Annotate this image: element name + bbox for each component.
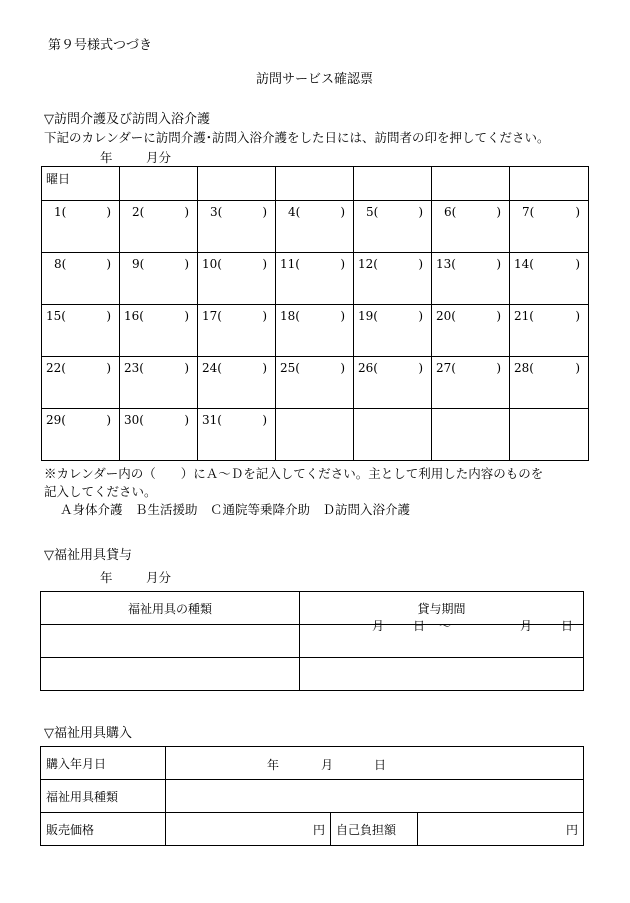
calendar-day-cell[interactable] — [354, 253, 432, 305]
purchase-type-label: 福祉用具種類 — [41, 780, 166, 813]
calendar-day-cell[interactable] — [120, 357, 198, 409]
open-paren: ( — [451, 205, 457, 219]
day-label — [198, 357, 275, 375]
day-label — [432, 201, 509, 219]
day-number: 18 — [280, 309, 296, 323]
open-paren: ( — [217, 205, 223, 219]
day-number: 4 — [288, 205, 296, 219]
day-number: 17 — [202, 309, 218, 323]
close-paren: ) — [262, 361, 267, 375]
open-paren: ( — [295, 361, 300, 375]
open-paren: ( — [295, 257, 300, 271]
day-number: 23 — [124, 361, 140, 375]
day-label — [510, 357, 588, 375]
close-paren: ) — [418, 205, 423, 219]
open-paren: ( — [217, 309, 222, 323]
rental-end-month: 月 — [520, 619, 533, 633]
calendar-empty-cell[interactable] — [276, 409, 354, 461]
day-label — [510, 253, 588, 271]
calendar-day-cell[interactable] — [198, 409, 276, 461]
day-number: 9 — [132, 257, 140, 271]
day-label — [120, 253, 197, 271]
open-paren: ( — [61, 257, 67, 271]
day-label — [42, 201, 119, 219]
open-paren: ( — [373, 361, 378, 375]
calendar-day-cell[interactable] — [510, 357, 589, 409]
day-label — [198, 253, 275, 271]
purchase-price-cell[interactable] — [166, 813, 331, 846]
purchase-type-cell[interactable] — [166, 780, 584, 813]
calendar-day-cell[interactable] — [276, 305, 354, 357]
calendar-day-cell[interactable] — [510, 253, 589, 305]
page-title: 訪問サービス確認票 — [256, 72, 374, 87]
calendar-day-cell[interactable] — [510, 201, 589, 253]
calendar-day-cell[interactable] — [354, 201, 432, 253]
purchase-year: 年 — [267, 758, 280, 772]
close-paren: ) — [184, 413, 189, 427]
close-paren: ) — [106, 413, 111, 427]
calendar-day-cell[interactable] — [198, 201, 276, 253]
calendar-day-cell[interactable] — [432, 253, 510, 305]
close-paren: ) — [575, 309, 580, 323]
close-paren: ) — [575, 361, 580, 375]
day-label — [510, 201, 588, 219]
close-paren: ) — [262, 413, 267, 427]
open-paren: ( — [139, 205, 145, 219]
weekday-cell[interactable] — [120, 167, 198, 201]
close-paren: ) — [340, 309, 345, 323]
day-number: 26 — [358, 361, 374, 375]
calendar-day-cell[interactable] — [42, 357, 120, 409]
open-paren: ( — [139, 413, 144, 427]
calendar-empty-cell[interactable] — [354, 409, 432, 461]
day-label — [42, 253, 119, 271]
rental-end-day: 日 — [561, 619, 574, 633]
close-paren: ) — [575, 257, 580, 271]
day-number: 25 — [280, 361, 296, 375]
day-label — [120, 201, 197, 219]
day-number: 24 — [202, 361, 218, 375]
open-paren: ( — [529, 257, 534, 271]
open-paren: ( — [217, 361, 222, 375]
day-number: 12 — [358, 257, 374, 271]
day-number: 22 — [46, 361, 62, 375]
day-number: 31 — [202, 413, 218, 427]
close-paren: ) — [418, 257, 423, 271]
day-number: 1 — [54, 205, 62, 219]
care-year-label: 年 — [100, 150, 113, 165]
rental-col-period: 貸与期間 — [300, 592, 584, 625]
rental-heading: ▽福祉用具貸与 — [44, 548, 132, 563]
day-label — [510, 305, 588, 323]
weekday-header-cell[interactable] — [42, 167, 120, 201]
close-paren: ) — [106, 361, 111, 375]
purchase-date-cell[interactable] — [166, 747, 584, 780]
calendar-day-cell[interactable] — [120, 253, 198, 305]
rental-col-type: 福祉用具の種類 — [41, 592, 300, 625]
care-note-line2: 記入してください。 — [44, 484, 157, 499]
close-paren: ) — [496, 361, 501, 375]
rental-tilde: ～ — [439, 619, 452, 633]
rental-period-cell[interactable] — [300, 658, 584, 691]
close-paren: ) — [262, 309, 267, 323]
open-paren: ( — [529, 205, 535, 219]
close-paren: ) — [496, 205, 501, 219]
day-label — [276, 305, 353, 323]
open-paren: ( — [139, 361, 144, 375]
calendar-day-cell[interactable] — [42, 409, 120, 461]
calendar-empty-cell[interactable] — [510, 409, 589, 461]
day-number: 16 — [124, 309, 140, 323]
calendar-day-cell[interactable] — [276, 357, 354, 409]
open-paren: ( — [451, 257, 456, 271]
care-month-label: 月分 — [146, 150, 172, 165]
close-paren: ) — [496, 309, 501, 323]
open-paren: ( — [373, 257, 378, 271]
calendar-day-cell[interactable] — [432, 357, 510, 409]
day-label — [354, 305, 431, 323]
weekday-cell[interactable] — [510, 167, 589, 201]
weekday-cell[interactable] — [432, 167, 510, 201]
rental-start-month: 月 — [372, 619, 385, 633]
day-number: 3 — [210, 205, 218, 219]
rental-month-label: 月分 — [146, 570, 172, 585]
rental-year-label: 年 — [100, 570, 113, 585]
form-number: 第９号様式つづき — [48, 38, 153, 53]
day-label — [42, 305, 119, 323]
rental-type-cell[interactable] — [41, 625, 300, 658]
purchase-date-label: 購入年月日 — [41, 747, 166, 780]
day-label — [432, 253, 509, 271]
purchase-month: 月 — [321, 758, 334, 772]
day-label — [276, 357, 353, 375]
self-pay-yen: 円 — [566, 822, 579, 837]
purchase-heading: ▽福祉用具購入 — [44, 726, 132, 741]
day-number: 27 — [436, 361, 452, 375]
open-paren: ( — [451, 361, 456, 375]
calendar-day-cell[interactable] — [432, 305, 510, 357]
open-paren: ( — [61, 361, 66, 375]
day-number: 19 — [358, 309, 374, 323]
close-paren: ) — [106, 257, 111, 271]
calendar-day-cell[interactable] — [432, 201, 510, 253]
close-paren: ) — [418, 361, 423, 375]
day-label — [276, 253, 353, 271]
calendar-day-cell[interactable] — [354, 357, 432, 409]
purchase-table — [40, 746, 584, 846]
close-paren: ) — [262, 205, 267, 219]
calendar-day-cell[interactable] — [198, 253, 276, 305]
day-label — [198, 201, 275, 219]
weekday-cell[interactable] — [354, 167, 432, 201]
close-paren: ) — [496, 257, 501, 271]
rental-table — [40, 591, 584, 691]
calendar-day-cell[interactable] — [120, 305, 198, 357]
purchase-self-pay-label: 自己負担額 — [331, 813, 418, 846]
day-number: 21 — [514, 309, 530, 323]
close-paren: ) — [340, 361, 345, 375]
calendar-empty-cell[interactable] — [432, 409, 510, 461]
day-number: 6 — [444, 205, 452, 219]
open-paren: ( — [61, 309, 66, 323]
open-paren: ( — [295, 205, 301, 219]
day-number: 30 — [124, 413, 140, 427]
day-number: 2 — [132, 205, 140, 219]
open-paren: ( — [451, 309, 456, 323]
close-paren: ) — [418, 309, 423, 323]
day-label — [42, 357, 119, 375]
close-paren: ) — [106, 309, 111, 323]
calendar-day-cell[interactable] — [42, 305, 120, 357]
day-number: 11 — [280, 257, 296, 271]
close-paren: ) — [184, 205, 189, 219]
open-paren: ( — [373, 309, 378, 323]
price-yen: 円 — [312, 822, 325, 837]
day-label — [354, 357, 431, 375]
care-instruction: 下記のカレンダーに訪問介護･訪問入浴介護をした日には、訪問者の印を押してください。 — [44, 130, 550, 145]
calendar-day-cell[interactable] — [354, 305, 432, 357]
day-label — [120, 409, 197, 427]
open-paren: ( — [139, 309, 144, 323]
day-label — [432, 357, 509, 375]
close-paren: ) — [575, 205, 580, 219]
calendar-day-cell[interactable] — [120, 201, 198, 253]
day-label — [198, 409, 275, 427]
open-paren: ( — [61, 413, 66, 427]
close-paren: ) — [340, 257, 345, 271]
open-paren: ( — [529, 361, 534, 375]
weekday-cell[interactable] — [198, 167, 276, 201]
calendar-day-cell[interactable] — [510, 305, 589, 357]
open-paren: ( — [217, 257, 222, 271]
calendar-day-cell[interactable] — [276, 253, 354, 305]
care-note-line1: ※カレンダー内の（ ）にＡ～Ｄを記入してください。主として利用した内容のものを — [44, 466, 544, 481]
purchase-price-label: 販売価格 — [41, 813, 166, 846]
calendar-day-cell[interactable] — [276, 201, 354, 253]
calendar-day-cell[interactable] — [198, 305, 276, 357]
close-paren: ) — [184, 361, 189, 375]
day-label — [120, 305, 197, 323]
day-number: 5 — [366, 205, 374, 219]
open-paren: ( — [529, 309, 534, 323]
day-number: 10 — [202, 257, 218, 271]
open-paren: ( — [61, 205, 67, 219]
open-paren: ( — [139, 257, 145, 271]
close-paren: ) — [340, 205, 345, 219]
purchase-self-pay-cell[interactable] — [418, 813, 584, 846]
day-number: 29 — [46, 413, 62, 427]
day-label — [120, 357, 197, 375]
open-paren: ( — [295, 309, 300, 323]
rental-start-day: 日 — [413, 619, 426, 633]
purchase-day: 日 — [374, 758, 387, 772]
day-label — [198, 305, 275, 323]
care-heading: ▽訪問介護及び訪問入浴介護 — [44, 112, 210, 127]
rental-type-cell[interactable] — [41, 658, 300, 691]
day-label — [276, 201, 353, 219]
weekday-cell[interactable] — [276, 167, 354, 201]
day-number: 13 — [436, 257, 452, 271]
day-number: 8 — [54, 257, 62, 271]
visit-calendar — [41, 166, 589, 461]
open-paren: ( — [217, 413, 222, 427]
day-label — [432, 305, 509, 323]
calendar-day-cell[interactable] — [120, 409, 198, 461]
day-number: 7 — [522, 205, 530, 219]
day-label — [354, 253, 431, 271]
day-label — [42, 409, 119, 427]
day-number: 14 — [514, 257, 530, 271]
calendar-day-cell[interactable] — [42, 201, 120, 253]
open-paren: ( — [373, 205, 379, 219]
rental-period-cell[interactable] — [300, 619, 584, 658]
close-paren: ) — [262, 257, 267, 271]
close-paren: ) — [184, 257, 189, 271]
weekday-label: 曜日 — [46, 172, 71, 186]
day-label — [354, 201, 431, 219]
day-number: 28 — [514, 361, 530, 375]
care-codes: Ａ身体介護 Ｂ生活援助 Ｃ通院等乗降介助 Ｄ訪問入浴介護 — [60, 502, 411, 517]
calendar-day-cell[interactable] — [198, 357, 276, 409]
day-number: 15 — [46, 309, 62, 323]
close-paren: ) — [106, 205, 111, 219]
close-paren: ) — [184, 309, 189, 323]
day-number: 20 — [436, 309, 452, 323]
calendar-day-cell[interactable] — [42, 253, 120, 305]
